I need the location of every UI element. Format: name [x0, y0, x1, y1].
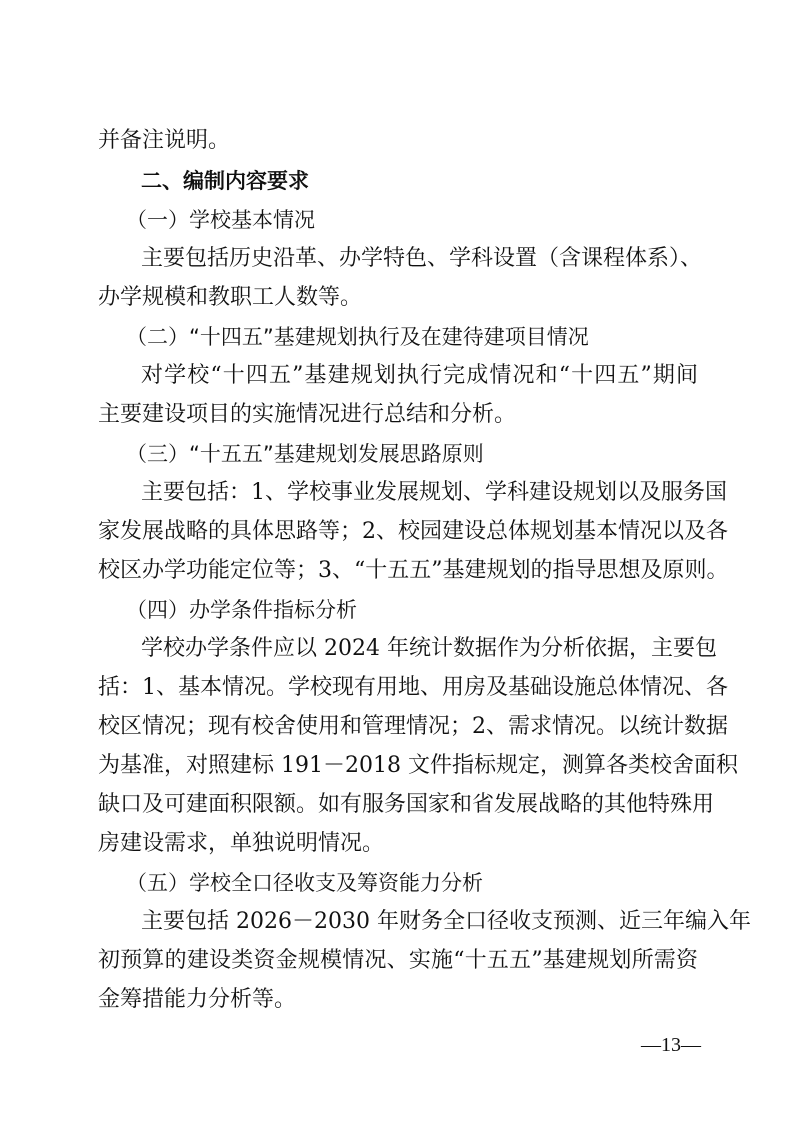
subsection-heading: （一）学校基本情况 — [126, 208, 315, 232]
text-line: 房建设需求，单独说明情况。 — [98, 831, 385, 856]
page-number: —13— — [641, 1034, 701, 1056]
text-line: 主要建设项目的实施情况进行总结和分析。 — [98, 402, 517, 427]
subsection-heading: （三）“十五五”基建规划发展思路原则 — [126, 442, 484, 466]
text-line: 主要包括：1、学校事业发展规划、学科建设规划以及服务国 — [141, 480, 727, 505]
text-line: 办学规模和教职工人数等。 — [98, 285, 363, 310]
subsection-heading: （五）学校全口径收支及筹资能力分析 — [126, 871, 483, 895]
text-line: 家发展战略的具体思路等；2、校园建设总体规划基本情况以及各 — [98, 519, 728, 544]
text-line: 校区办学功能定位等；3、“十五五”基建规划的指导思想及原则。 — [98, 558, 729, 583]
text-line: 为基准，对照建标 191－2018 文件指标规定，测算各类校舍面积 — [98, 753, 738, 778]
text-line: 主要包括历史沿革、办学特色、学科设置（含课程体系）、 — [141, 246, 703, 271]
text-line: 学校办学条件应以 2024 年统计数据作为分析依据，主要包 — [141, 636, 717, 661]
section-heading: 二、编制内容要求 — [141, 169, 309, 193]
text-line: 缺口及可建面积限额。如有服务国家和省发展战略的其他特殊用 — [98, 792, 715, 817]
text-line: 对学校“十四五”基建规划执行完成情况和“十四五”期间 — [141, 363, 698, 388]
text-line: 并备注说明。 — [98, 128, 231, 153]
subsection-heading: （四）办学条件指标分析 — [126, 598, 357, 622]
text-line: 金筹措能力分析等。 — [98, 987, 297, 1012]
text-line: 括：1、基本情况。学校现有用地、用房及基础设施总体情况、各 — [98, 675, 728, 700]
text-line: 主要包括 2026－2030 年财务全口径收支预测、近三年编入年 — [141, 909, 751, 934]
subsection-heading: （二）“十四五”基建规划执行及在建待建项目情况 — [126, 325, 589, 349]
text-line: 初预算的建设类资金规模情况、实施“十五五”基建规划所需资 — [98, 948, 698, 973]
text-line: 校区情况；现有校舍使用和管理情况；2、需求情况。以统计数据 — [98, 714, 728, 739]
